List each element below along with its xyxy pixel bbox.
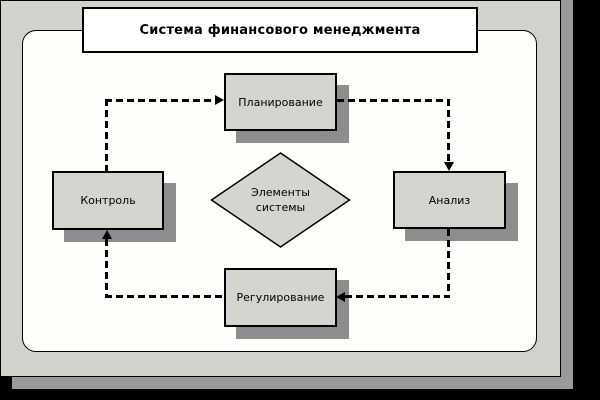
node-control-label: Контроль [80,194,136,207]
diagram-title-box [82,7,478,53]
connector-control-to-planning-vertical [105,99,108,171]
node-planning [224,73,337,131]
node-analysis [393,171,506,229]
node-regulation-label: Регулирование [236,291,325,304]
connector-planning-to-analysis-horizontal [337,99,449,102]
diamond-label-line2: системы [255,201,306,214]
node-regulation [224,268,337,327]
node-system-elements [210,152,351,248]
diagram-title: Система финансового менеджмента [139,22,421,38]
connector-regulation-to-control-vertical [105,239,108,298]
connector-analysis-to-regulation-horizontal [345,295,450,298]
diamond-label-line1: Элементы [251,186,310,199]
arrow-head-down-icon [444,162,454,171]
arrow-head-left-icon [336,292,345,302]
connector-regulation-to-control-horizontal [105,295,224,298]
connector-planning-to-analysis-vertical [447,99,450,162]
arrow-head-up-icon [102,230,112,239]
node-control [52,171,164,230]
node-system-elements-label [210,152,351,248]
node-analysis-label: Анализ [428,193,471,207]
arrow-head-right-icon [215,95,224,105]
connector-control-to-planning-horizontal [105,99,215,102]
connector-analysis-to-regulation-vertical [447,229,450,298]
node-planning-label: Планирование [238,95,323,109]
